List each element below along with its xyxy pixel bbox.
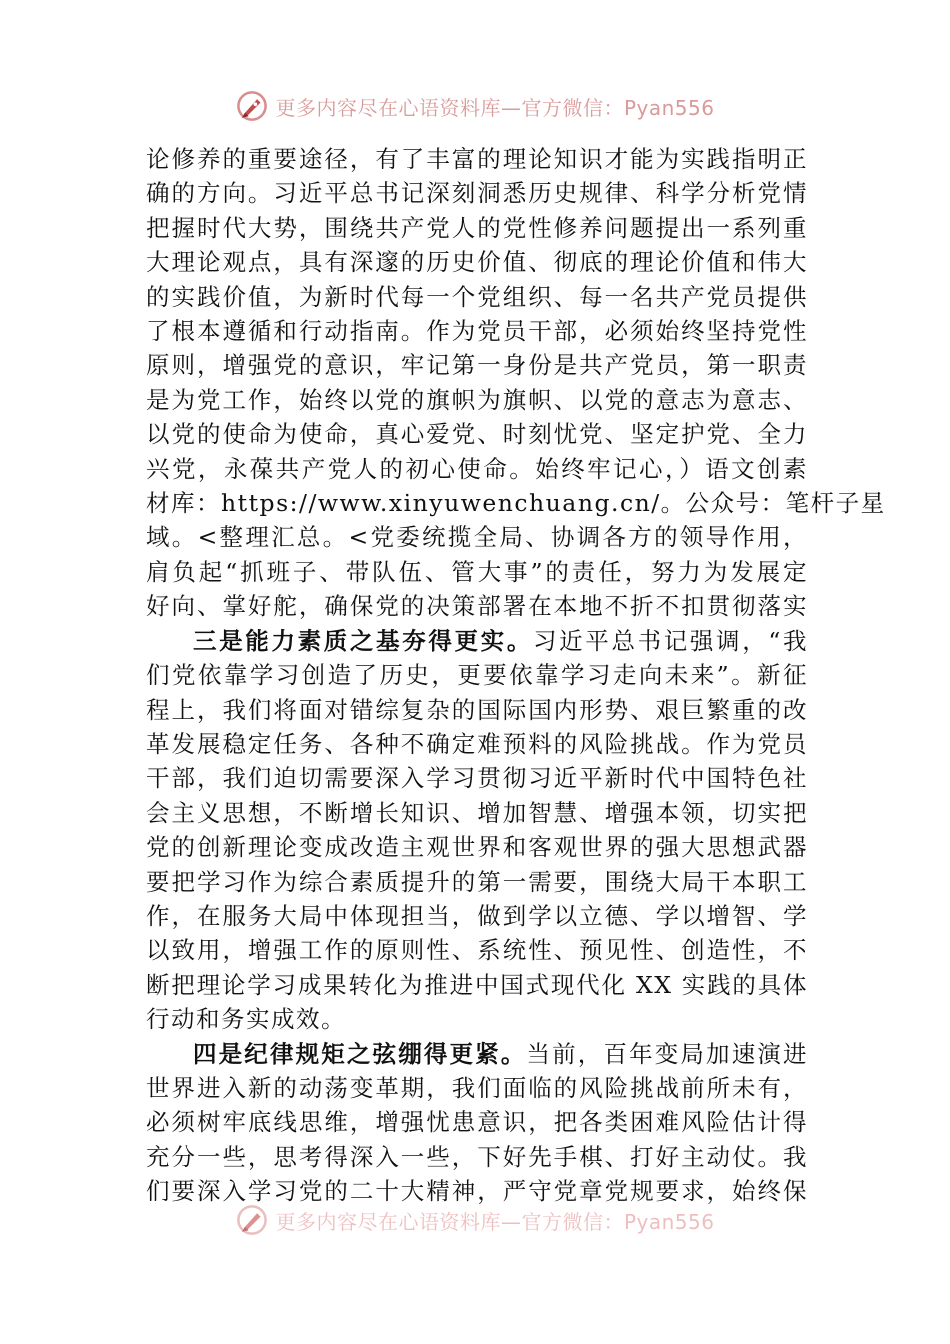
watermark-text: 更多内容尽在心语资料库—官方微信：Pyan556: [275, 1209, 715, 1234]
text-line: 党的创新理论变成改造主观世界和客观世界的强大思想武器: [146, 833, 808, 862]
paragraph-1: [146, 142, 886, 624]
text-line: 断把理论学习成果转化为推进中国式现代化 XX 实践的具体: [146, 970, 808, 999]
pen-nib-logo-icon: [235, 89, 269, 123]
watermark-text: 更多内容尽在心语资料库—官方微信：Pyan556: [275, 95, 715, 120]
text-line: 确的方向。习近平总书记深刻洞悉历史规律、科学分析党情: [146, 179, 808, 208]
text-line: 充分一些，思考得深入一些，下好先手棋、打好主动仗。我: [146, 1142, 808, 1171]
text-line: 把握时代大势，围绕共产党人的党性修养问题提出一系列重: [146, 213, 808, 242]
text-line: 了根本遵循和行动指南。作为党员干部，必须始终坚持党性: [146, 317, 808, 346]
text-line: 们要深入学习党的二十大精神，严守党章党规要求，始终保: [146, 1177, 808, 1206]
text-line: 好向、掌好舵，确保党的决策部署在本地不折不扣贯彻落实: [146, 592, 808, 621]
text-line: 会主义思想，不断增长知识、增加智慧、增强本领，切实把: [146, 798, 808, 827]
text-run: 习近平总书记强调，“我: [532, 626, 809, 655]
text-line: 域。<整理汇总。<党委统揽全局、协调各方的领导作用，: [146, 523, 808, 552]
text-line: 大理论观点，具有深邃的历史价值、彻底的理论价值和伟大: [146, 248, 808, 277]
text-run: 当前，百年变局加速演进: [526, 1039, 809, 1068]
text-line: 材库：https://www.xinyuwenchuang.cn/。公众号：笔杆子星: [146, 489, 886, 518]
text-line: 的实践价值，为新时代每一个党组织、每一名共产党员提供: [146, 282, 808, 311]
text-line: 以致用，增强工作的原则性、系统性、预见性、创造性，不: [146, 936, 808, 965]
text-line: 论修养的重要途径，有了丰富的理论知识才能为实践指明正: [146, 145, 808, 173]
text-line: 原则，增强党的意识，牢记第一身份是共产党员，第一职责: [146, 351, 808, 380]
text-line: 干部，我们迫切需要深入学习贯彻习近平新时代中国特色社: [146, 764, 808, 793]
text-line: 程上，我们将面对错综复杂的国际国内形势、艰巨繁重的改: [146, 695, 808, 724]
text-line: 兴党，永葆共产党人的初心使命。始终牢记心，）语文创素: [146, 454, 808, 483]
header-watermark: [0, 86, 950, 126]
text-line: 肩负起“抓班子、带队伍、管大事”的责任，努力为发展定: [146, 557, 808, 586]
text-line: 世界进入新的动荡变革期，我们面临的风险挑战前所未有，: [146, 1073, 808, 1102]
text-line-first: [146, 624, 808, 658]
section-heading-three: 三是能力素质之基夯得更实。: [193, 626, 533, 655]
pen-nib-logo-icon: [235, 1203, 269, 1237]
text-line-first: [146, 1037, 808, 1071]
text-line: 们党依靠学习创造了历史，更要依靠学习走向未来”。新征: [146, 661, 808, 690]
section-heading-four: 四是纪律规矩之弦绷得更紧。: [193, 1039, 527, 1068]
text-line: 要把学习作为综合素质提升的第一需要，围绕大局干本职工: [146, 867, 808, 896]
text-line: 作，在服务大局中体现担当，做到学以立德、学以增智、学: [146, 901, 808, 930]
text-line: 是为党工作，始终以党的旗帜为旗帜、以党的意志为意志、: [146, 385, 808, 414]
text-line: 必须树牢底线思维，增强忧患意识，把各类困难风险估计得: [146, 1108, 808, 1137]
paragraph-2: [146, 624, 808, 1037]
footer-watermark: [0, 1202, 950, 1238]
text-line: 行动和务实成效。: [146, 1005, 346, 1034]
paragraph-3: [146, 1037, 808, 1209]
document-page: [146, 142, 886, 1209]
text-line: 以党的使命为使命，真心爱党、时刻忧党、坚定护党、全力: [146, 420, 808, 449]
text-line: 革发展稳定任务、各种不确定难预料的风险挑战。作为党员: [146, 729, 808, 758]
